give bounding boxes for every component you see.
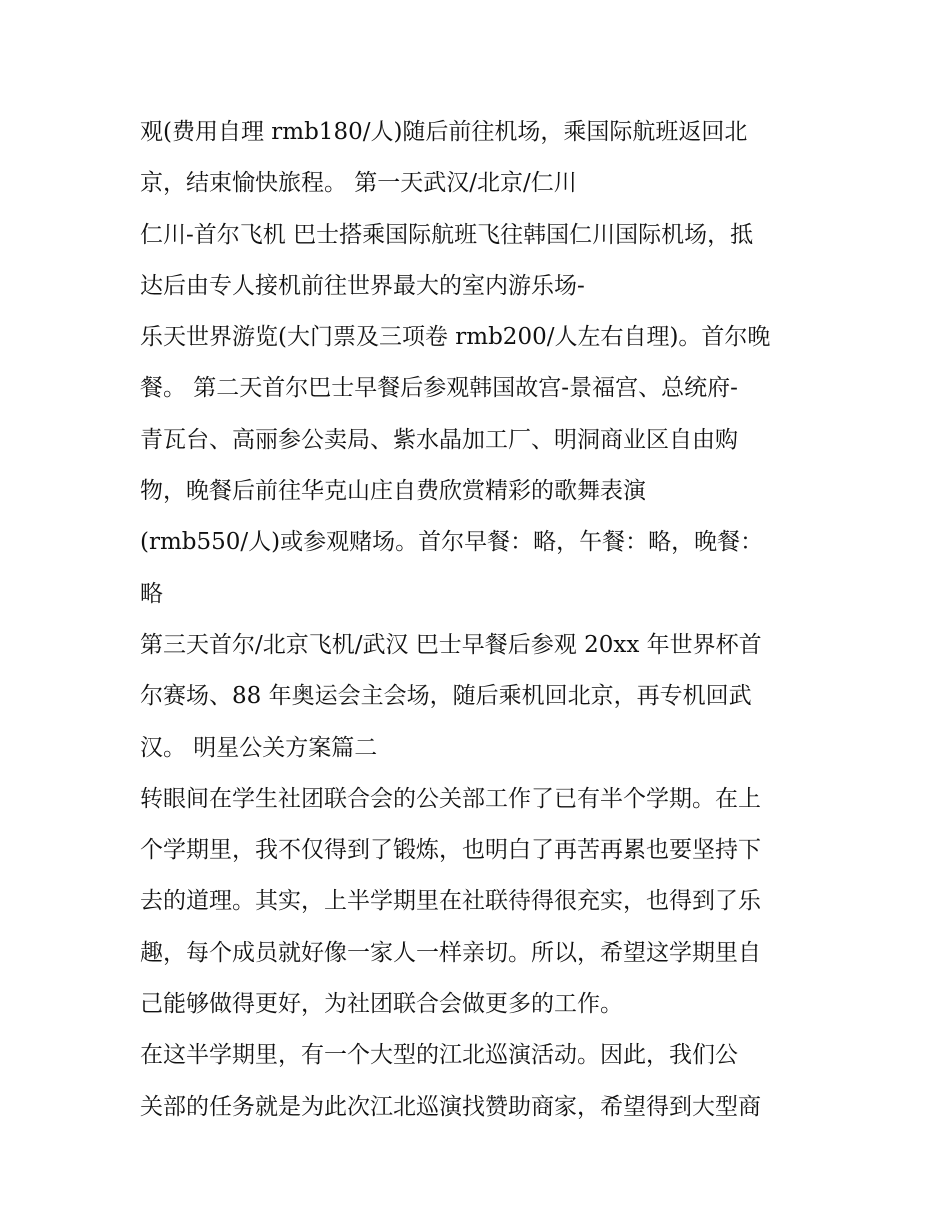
text-line: 达后由专人接机前往世界最大的室内游乐场- (140, 272, 585, 299)
text-line: 乐天世界游览(大门票及三项卷 rmb200/人左右自理)。首尔晚 (140, 324, 771, 351)
text-line: 青瓦台、高丽参公卖局、紫水晶加工厂、明洞商业区自由购 (140, 426, 738, 453)
text-line: 关部的任务就是为此次江北巡演找赞助商家，希望得到大型商 (140, 1093, 761, 1120)
text-line: 在这半学期里，有一个大型的江北巡演活动。因此，我们公 (140, 1042, 738, 1069)
text-line: 尔赛场、88 年奥运会主会场，随后乘机回北京，再专机回武 (140, 683, 752, 710)
text-line: 转眼间在学生社团联合会的公关部工作了已有半个学期。在上 (140, 785, 761, 812)
text-line: 物，晚餐后前往华克山庄自费欣赏精彩的歌舞表演 (140, 478, 646, 505)
text-line: 餐。 第二天首尔巴士早餐后参观韩国故宫-景福宫、总统府- (140, 375, 738, 402)
text-line: 第三天首尔/北京飞机/武汉 巴士早餐后参观 20xx 年世界杯首 (140, 631, 762, 658)
text-line: 趣，每个成员就好像一家人一样亲切。所以，希望这学期里自 (140, 939, 761, 966)
text-line: (rmb550/人)或参观赌场。首尔早餐：略，午餐：略，晚餐： (140, 529, 764, 556)
text-line: 汉。 明星公关方案篇二 (140, 734, 378, 761)
text-line: 京，结束愉快旅程。 第一天武汉/北京/仁川 (140, 170, 577, 197)
text-line: 仁川-首尔飞机 巴士搭乘国际航班飞往韩国仁川国际机场，抵 (140, 221, 754, 248)
text-line: 观(费用自理 rmb180/人)随后前往机场，乘国际航班返回北 (140, 119, 748, 145)
text-line: 去的道理。其实，上半学期里在社联待得很充实，也得到了乐 (140, 888, 761, 915)
body-text (140, 107, 820, 1133)
text-line: 略 (140, 580, 163, 607)
text-line: 己能够做得更好，为社团联合会做更多的工作。 (140, 991, 623, 1018)
text-line: 个学期里，我不仅得到了锻炼，也明白了再苦再累也要坚持下 (140, 837, 761, 864)
